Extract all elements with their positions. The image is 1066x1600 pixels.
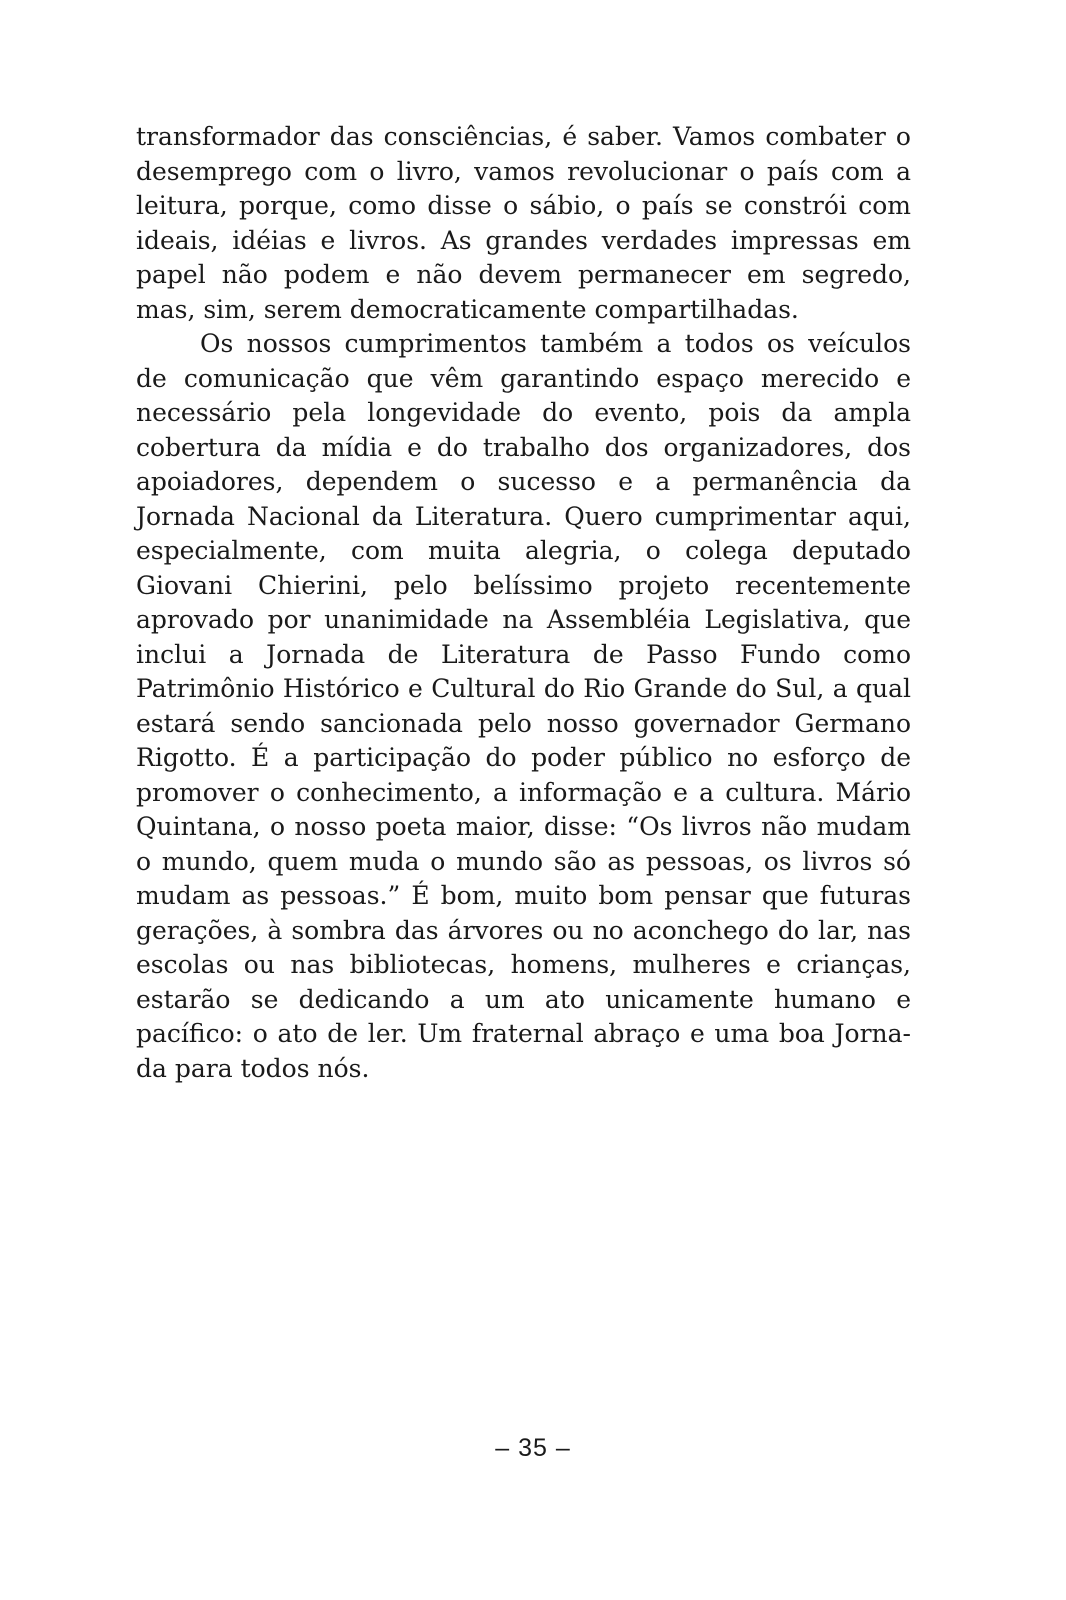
page-number: – 35 –	[495, 1434, 571, 1462]
paragraph-continuation: transformador das consciências, é saber. Vamos combater o desemprego com o livro, vamos revolucionar o país com a leitura, porque, como disse o sábio, o país se constrói com ideais, idéias e livros. As grandes verdades impressas em papel não podem e não devem permanecer em segredo, mas, sim, serem democraticamente compartilhadas.	[136, 122, 911, 324]
body-text	[136, 120, 911, 1086]
paragraph-greetings: Os nossos cumprimentos também a todos os veículos de comunicação que vêm garantindo espaço merecido e necessário pela longevidade do evento, pois da ampla cobertura da mídia e do trabalho dos organizadores, dos apoiadores, dependem o sucesso e a permanência da Jornada Nacional da Literatura. Quero cumprimentar aqui, especialmente, com muita alegria, o colega deputado Giovani Chierini, pelo belíssimo projeto recentemente aprovado por unanimidade na Assembléia Legislativa, que inclui a Jornada de Literatura de Passo Fundo como Patrimônio Histórico e Cultural do Rio Grande do Sul, a qual estará sendo sancionada pelo nosso governador Germano Rigotto. É a participação do poder público no esforço de promover o conhecimento, a informação e a cultura. Mário Quintana, o nosso poeta maior, disse: “Os livros não mudam o mundo, quem muda o mundo são as pessoas, os livros só mudam as pessoas.” É bom, muito bom pensar que futuras gerações, à sombra das árvores ou no aconchego do lar, nas escolas ou nas bibliotecas, homens, mulheres e crianças, estarão se dedicando a um ato unicamente humano e pacífico: o ato de ler. Um fraternal abraço e uma boa Jornada para todos nós.	[136, 329, 911, 1083]
